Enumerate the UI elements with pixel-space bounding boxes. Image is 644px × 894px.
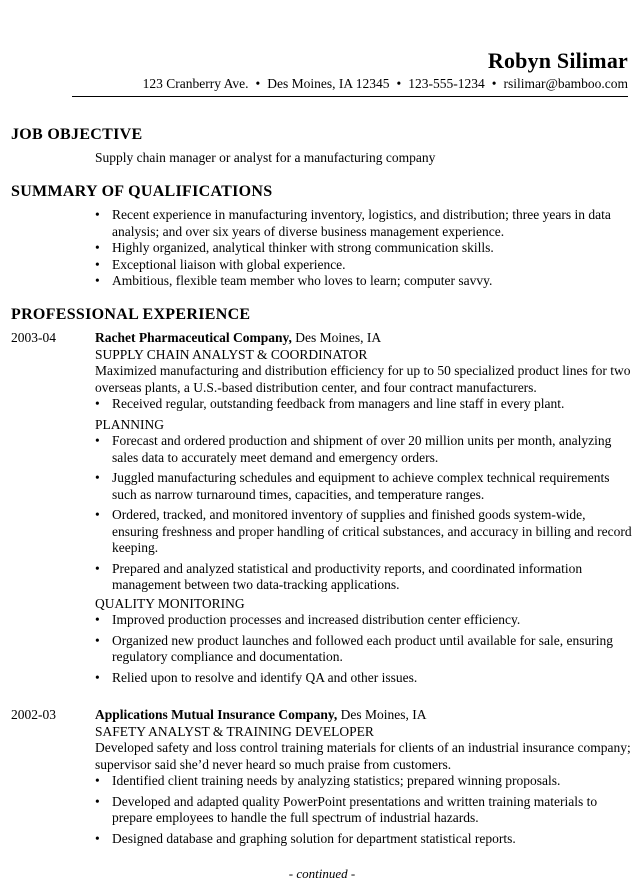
quality-item: • Relied upon to resolve and identify QA and other issues. bbox=[95, 670, 634, 687]
job-bullets bbox=[95, 773, 634, 847]
summary-item: • Ambitious, flexible team member who loves to learn; computer savvy. bbox=[95, 273, 634, 290]
subsection-heading: PLANNING bbox=[95, 416, 164, 432]
phone: 123-555-1234 bbox=[408, 76, 485, 91]
objective-heading: JOB OBJECTIVE bbox=[11, 126, 143, 143]
summary-heading: SUMMARY OF QUALIFICATIONS bbox=[11, 183, 273, 200]
job-position: SAFETY ANALYST & TRAINING DEVELOPER bbox=[95, 723, 374, 739]
header-divider bbox=[72, 96, 628, 97]
job-bullet: • Developed and adapted quality PowerPoint presentations and written training materials to prepare employees to handle the full spectrum of industrial hazards. bbox=[95, 794, 634, 827]
planning-item: • Juggled manufacturing schedules and equipment to achieve complex technical requirements such as narrow turnaround times, capacities, and temperature ranges. bbox=[95, 470, 634, 503]
job-description: Maximized manufacturing and distribution efficiency for up to 50 specialized product lines for two overseas plants, a U.S.-based distribution center, and four contract manufacturers. bbox=[95, 363, 631, 395]
job-description: Developed safety and loss control training materials for clients of an industrial insurance company; supervisor said she’d never heard so much praise from customers. bbox=[95, 740, 631, 772]
experience-heading: PROFESSIONAL EXPERIENCE bbox=[11, 306, 251, 323]
separator-bullet: • bbox=[255, 76, 261, 91]
continued-note: - continued - bbox=[288, 866, 356, 881]
summary-item: • Highly organized, analytical thinker with strong communication skills. bbox=[95, 240, 634, 257]
city: Des Moines, IA 12345 bbox=[267, 76, 390, 91]
separator-bullet: • bbox=[491, 76, 497, 91]
summary-list bbox=[95, 207, 634, 290]
quality-item: • Organized new product launches and followed each product until available for sale, ensuring regulatory compliance and documentation. bbox=[95, 633, 634, 666]
company-name: Applications Mutual Insurance Company, bbox=[95, 707, 338, 722]
separator-bullet: • bbox=[396, 76, 402, 91]
company-location: Des Moines, IA bbox=[291, 330, 382, 345]
job-employer bbox=[95, 707, 634, 724]
job-position: SUPPLY CHAIN ANALYST & COORDINATOR bbox=[95, 346, 368, 362]
company-location: Des Moines, IA bbox=[337, 707, 427, 722]
job-entry bbox=[95, 707, 634, 847]
subsection-heading: QUALITY MONITORING bbox=[95, 595, 245, 611]
job-bullets bbox=[95, 396, 634, 413]
applicant-name: Robyn Silimar bbox=[487, 48, 628, 73]
planning-item: • Prepared and analyzed statistical and productivity reports, and coordinated information management between two data-tracking applications. bbox=[95, 561, 634, 594]
job-bullet: • Designed database and graphing solution for department statistical reports. bbox=[95, 831, 634, 848]
quality-list bbox=[95, 612, 634, 686]
planning-item: • Ordered, tracked, and monitored inventory of supplies and finished goods system-wide, ensuring freshness and proper handling of critical substances, and accuracy in billing and record keeping. bbox=[95, 507, 634, 557]
job-entry bbox=[95, 330, 634, 686]
objective-text: Supply chain manager or analyst for a manufacturing company bbox=[95, 150, 436, 165]
planning-item: • Forecast and ordered production and shipment of over 20 million units per month, analyzing sales data to accurately meet demand and emergency orders. bbox=[95, 433, 634, 466]
job-bullet: • Received regular, outstanding feedback from managers and line staff in every plant. bbox=[95, 396, 634, 413]
planning-list bbox=[95, 433, 634, 594]
quality-item: • Improved production processes and increased distribution center efficiency. bbox=[95, 612, 634, 629]
address: 123 Cranberry Ave. bbox=[142, 76, 249, 91]
company-name: Rachet Pharmaceutical Company, bbox=[95, 330, 292, 345]
summary-item: • Exceptional liaison with global experience. bbox=[95, 257, 634, 274]
job-bullet: • Identified client training needs by analyzing statistics; prepared winning proposals. bbox=[95, 773, 634, 790]
job-dates: 2003-04 bbox=[11, 330, 56, 345]
contact-line bbox=[72, 76, 628, 92]
job-dates: 2002-03 bbox=[11, 707, 56, 722]
job-employer bbox=[95, 330, 634, 347]
email: rsilimar@bamboo.com bbox=[503, 76, 628, 91]
summary-item: • Recent experience in manufacturing inventory, logistics, and distribution; three years in data analysis; and over six years of diverse business management experience. bbox=[95, 207, 634, 240]
